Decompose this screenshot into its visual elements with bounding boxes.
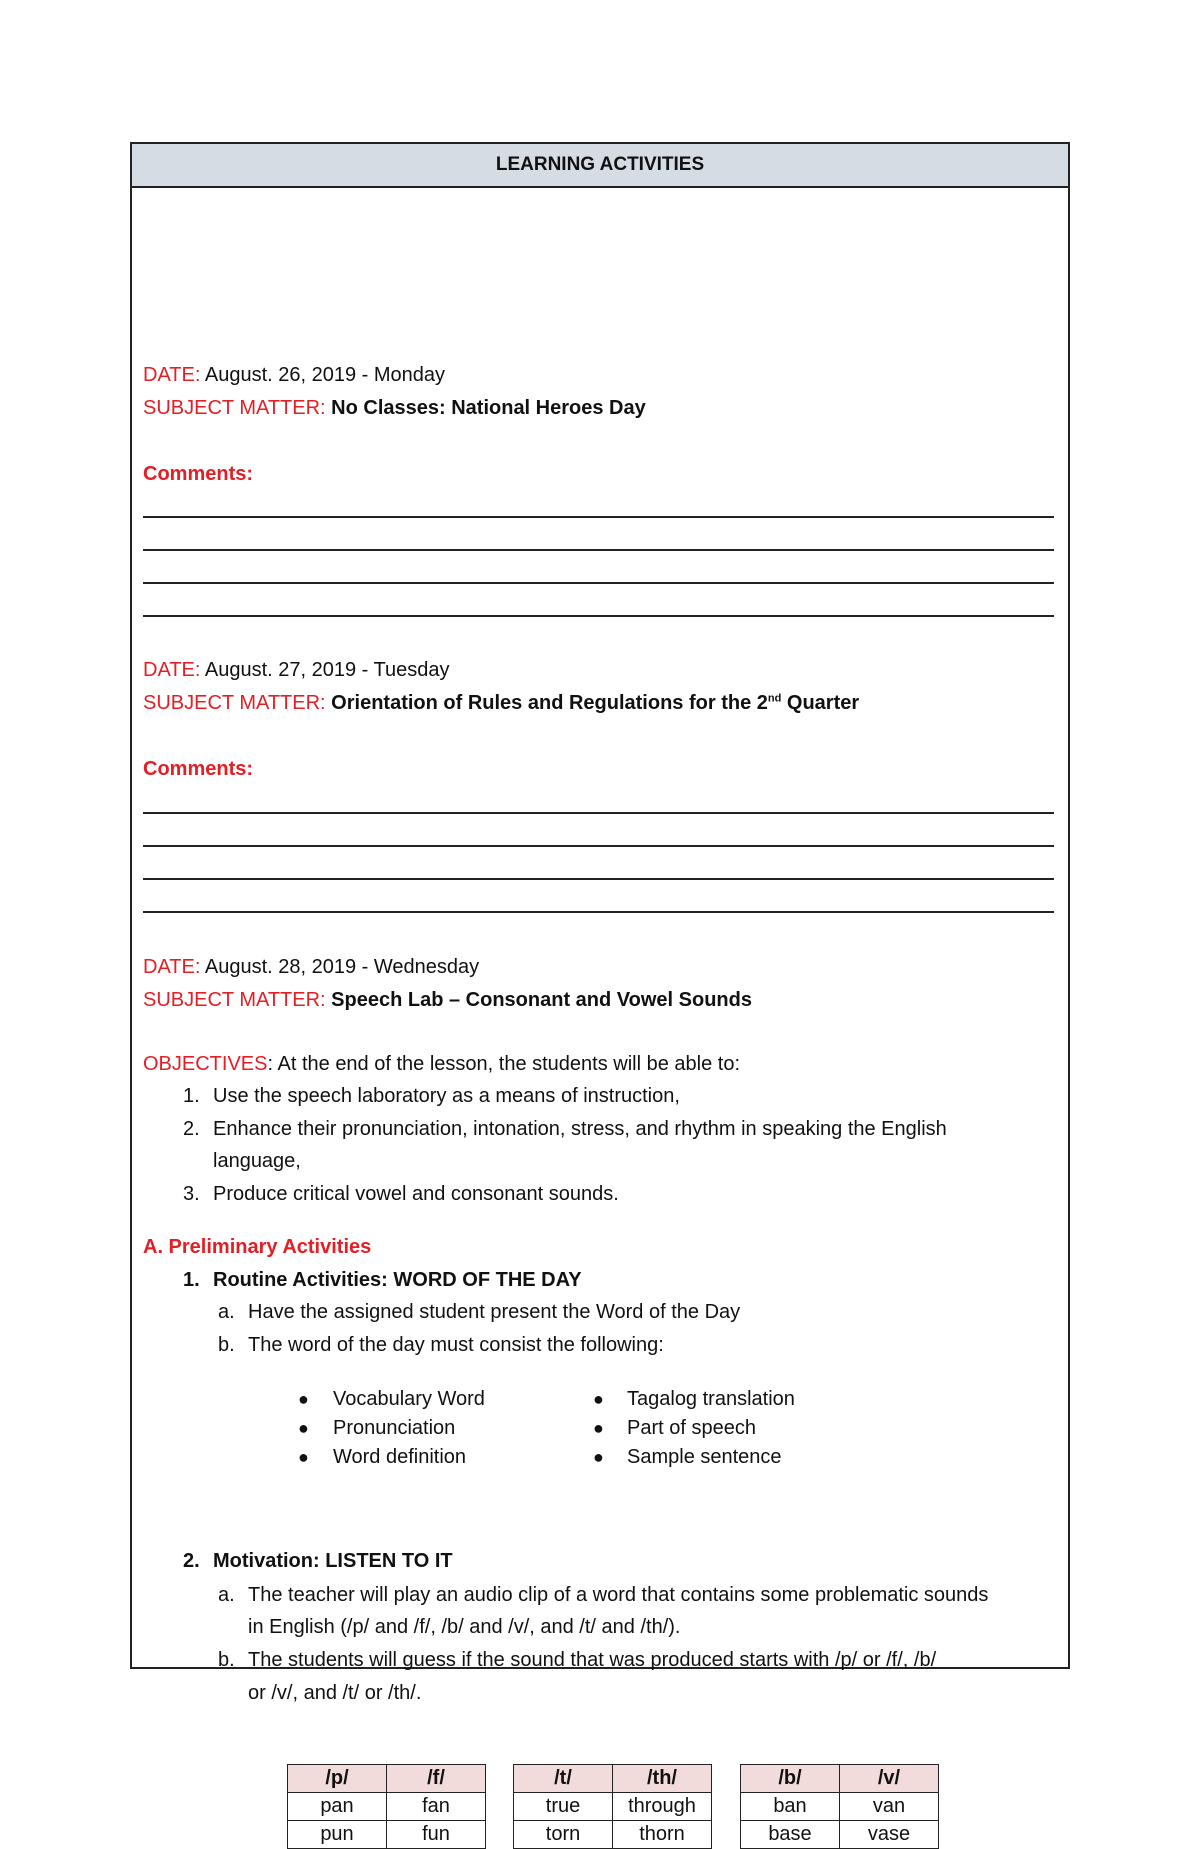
- table-cell: pan: [288, 1793, 387, 1821]
- table-header: /th/: [613, 1765, 712, 1793]
- date-label: DATE:: [143, 956, 201, 978]
- entry-subject: [143, 690, 859, 716]
- entry-date: [143, 362, 445, 388]
- table-header: /b/: [741, 1765, 840, 1793]
- comment-line: [143, 812, 1054, 814]
- sound-table: [513, 1764, 712, 1849]
- comment-line: [143, 516, 1054, 518]
- table-cell: fan: [387, 1793, 486, 1821]
- comments-label: Comments:: [143, 463, 254, 485]
- objectives-intro: OBJECTIVES: At the end of the lesson, the students will be able to:: [143, 1053, 741, 1075]
- table-header: /t/: [514, 1765, 613, 1793]
- subject-value: Orientation of Rules and Regulations for the 2nd Quarter: [331, 692, 860, 714]
- date-value: August. 26, 2019 - Monday: [204, 364, 446, 386]
- sound-table: [740, 1764, 939, 1849]
- comment-line: [143, 911, 1054, 913]
- bullet-icon: ●: [593, 1447, 604, 1467]
- table-header: /p/: [288, 1765, 387, 1793]
- date-value: August. 27, 2019 - Tuesday: [204, 659, 450, 681]
- date-value: August. 28, 2019 - Wednesday: [204, 956, 480, 978]
- learning-activities-frame: LEARNING ACTIVITIES DATE: August. 26, 2019 - Monday SUBJECT MATTER: No Classes: National Heroes Day Comments: DATE: August. 27, 2019 - Tuesday SUBJECT MATTER: Orientation of Rules and Regulations for the 2nd Quarter Comments: DATE: August. 28, 2019 - Wednesday SUBJECT MATTER: Speech Lab – Consonant and Vowel Sounds OBJECTIVES: At the end of the lesson, the students will be able to: 1. Use the speech laboratory as a means of instruction, 2. Enhance their pronunciation, intonation, stress, and rhythm in speaking the English language, 3. Produce critical vowel and consonant sounds. A. Preliminary Activities 1. Routine Activities: WORD OF THE DAY a. Have the assigned student present the Word of the Day b. The word of the day must consist the following: ● Vocabulary Word ● Tagalog translation ● Pronunciation ● Part of speech ● Word definition ● Sample sentence 2. Motivation: LISTEN TO IT a. The teacher will play an audio clip of a word that contains some problematic sounds in English (/p/ and /f/, /b/ and /v/, and /t/ and /th/). b. The students will guess if the sound that was produced starts with /p/ or /f/, /b/ or /v/, and /t/ or /th/. /p/ /f/ pan fan pun fun /t/ /th/ true through torn thorn /b/ /v/ ban van base vase: [130, 142, 1070, 1669]
- comment-line: [143, 878, 1054, 880]
- bullet-icon: ●: [298, 1447, 309, 1467]
- bullet-icon: ●: [298, 1389, 309, 1409]
- subject-label: SUBJECT MATTER:: [143, 397, 326, 419]
- subject-value: No Classes: National Heroes Day: [331, 397, 646, 419]
- table-cell: torn: [514, 1821, 613, 1849]
- bullet-icon: ●: [593, 1389, 604, 1409]
- table-cell: true: [514, 1793, 613, 1821]
- subject-label: SUBJECT MATTER:: [143, 989, 326, 1011]
- subject-label: SUBJECT MATTER:: [143, 692, 326, 714]
- entry-date: [143, 657, 449, 683]
- table-cell: pun: [288, 1821, 387, 1849]
- date-label: DATE:: [143, 364, 201, 386]
- table-cell: ban: [741, 1793, 840, 1821]
- subject-value: Speech Lab – Consonant and Vowel Sounds: [331, 989, 752, 1011]
- comment-line: [143, 615, 1054, 617]
- comment-line: [143, 549, 1054, 551]
- section-heading: A. Preliminary Activities: [143, 1236, 372, 1258]
- table-cell: fun: [387, 1821, 486, 1849]
- table-cell: through: [613, 1793, 712, 1821]
- table-cell: base: [741, 1821, 840, 1849]
- comment-line: [143, 582, 1054, 584]
- bullet-icon: ●: [298, 1418, 309, 1438]
- entry-subject: [143, 395, 646, 421]
- comment-line: [143, 845, 1054, 847]
- date-label: DATE:: [143, 659, 201, 681]
- table-cell: thorn: [613, 1821, 712, 1849]
- sound-table: [287, 1764, 486, 1849]
- objectives-label: OBJECTIVES: [143, 1053, 268, 1075]
- entry-subject: [143, 987, 752, 1013]
- frame-title: LEARNING ACTIVITIES: [132, 144, 1068, 188]
- table-header: /v/: [840, 1765, 939, 1793]
- table-cell: vase: [840, 1821, 939, 1849]
- comments-label: Comments:: [143, 758, 254, 780]
- bullet-icon: ●: [593, 1418, 604, 1438]
- table-header: /f/: [387, 1765, 486, 1793]
- entry-date: [143, 954, 479, 980]
- table-cell: van: [840, 1793, 939, 1821]
